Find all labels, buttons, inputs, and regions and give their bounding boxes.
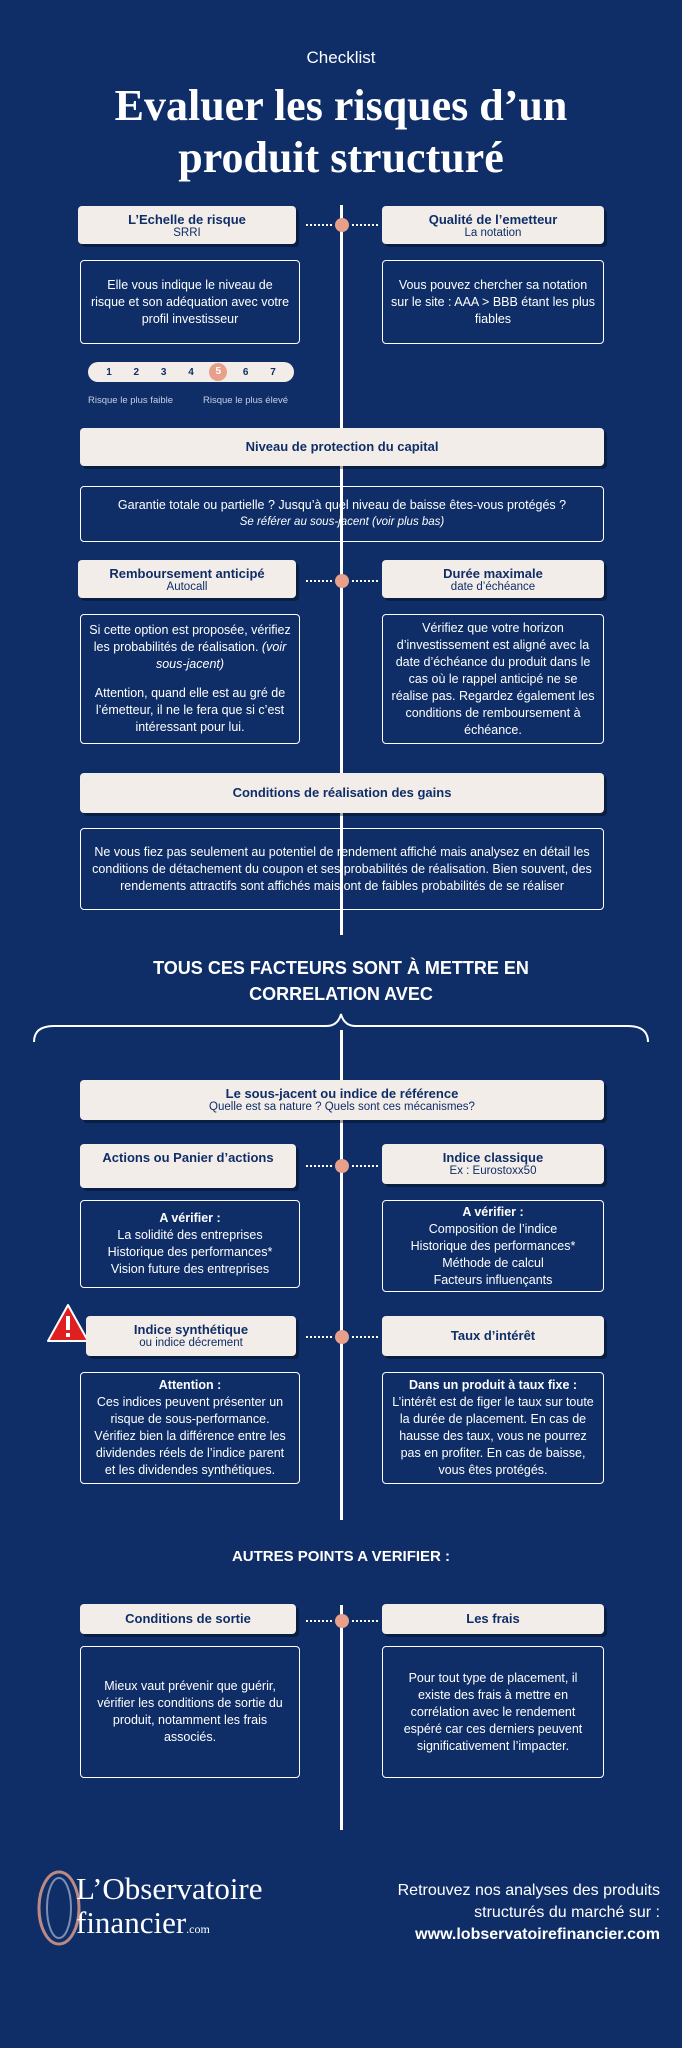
brand-logo [24, 1868, 304, 1948]
title-line-1: Evaluer les risques d’un [114, 81, 568, 130]
rate-description: Dans un produit à taux fixe : L’intérêt est de figer le taux sur toute la durée de placement. En cas de hausse des taux, vous ne pourrez pas en profiter. En cas de baisse, vous êtes protégés. [382, 1372, 604, 1484]
classic-index-header: Indice classique Ex : Eurostoxx50 [382, 1144, 604, 1184]
risk-level: 7 [270, 366, 276, 378]
underlying-header: Le sous-jacent ou indice de référence Quelle est sa nature ? Quels sont ces mécanismes? [80, 1080, 604, 1120]
risk-high-label: Risque le plus élevé [203, 395, 289, 406]
logo-line-2: financier.com [76, 1905, 210, 1940]
title-line-2: produit structuré [178, 133, 504, 182]
duration-description: Vérifiez que votre horizon d’investissement est aligné avec la date d’échéance du produit dans le cas où le rappel anticipé ne se réalise pas. Regardez également les conditions de remboursement à échéance. [382, 614, 604, 744]
issuer-title: Qualité de l’emetteur [428, 212, 558, 227]
actions-checklist: A vérifier : La solidité des entreprises Historique des performances* Vision future des entreprises [80, 1200, 300, 1288]
connector-right [352, 580, 378, 582]
issuer-subtitle: La notation [464, 227, 522, 239]
connector-right [352, 1620, 378, 1622]
list-item: Facteurs influençants [433, 1272, 553, 1287]
risk-level: 6 [242, 366, 249, 378]
eyebrow: Checklist [306, 48, 376, 67]
risk-low-label: Risque le plus faible [88, 395, 174, 406]
risk-level: 2 [133, 366, 140, 378]
risk-level: 1 [106, 366, 112, 378]
connector-left [306, 1336, 332, 1338]
list-item: Méthode de calcul [442, 1255, 544, 1270]
risk-scale-bar [88, 362, 294, 382]
timeline-dot [335, 574, 349, 588]
risk-scale-subtitle: SRRI [173, 227, 201, 239]
exit-conditions-header: Conditions de sortie [80, 1604, 296, 1634]
capital-header: Niveau de protection du capital [80, 428, 604, 466]
list-item: Historique des performances* [107, 1245, 273, 1259]
timeline-dot [335, 1330, 349, 1344]
correlation-title: TOUS CES FACTEURS SONT À METTRE EN CORRELATION AVEC [153, 958, 529, 1004]
issuer-description: Vous pouvez chercher sa notation sur le site : AAA > BBB étant les plus fiables [382, 260, 604, 344]
timeline-dot [335, 1614, 349, 1628]
brace-icon [30, 1012, 652, 1044]
list-item: Vision future des entreprises [110, 1262, 270, 1276]
early-repayment-header: Remboursement anticipé Autocall [78, 560, 296, 598]
gains-description: Ne vous fiez pas seulement au potentiel de rendement affiché mais analysez en détail les conditions de détachement du coupon et ses probabilités de réalisation. Bien souvent, des rendements attractifs sont affichés mais ont de faibles probabilités de se réaliser [80, 828, 604, 910]
risk-level: 4 [188, 366, 194, 378]
fees-header: Les frais [382, 1604, 604, 1634]
fees-description: Pour tout type de placement, il existe des frais à mettre en corrélation avec le rendement espéré car ces derniers peuvent significativement l’impacter. [382, 1646, 604, 1778]
footer-cta: Retrouvez nos analyses des produits structurés du marché sur : www.lobservatoirefinancier.com [320, 1880, 660, 1946]
risk-level: 3 [160, 366, 167, 378]
connector-left [306, 580, 332, 582]
timeline-dot [335, 1159, 349, 1173]
other-points-title: AUTRES POINTS A VERIFIER : [231, 1548, 451, 1565]
early-repayment-description: Si cette option est proposée, vérifiez les probabilités de réalisation. (voir sous-jacent) Attention, quand elle est au gré de l’émetteur, il ne le fera que si c’est intéressant pour lui. [80, 614, 300, 744]
risk-scale-description: Elle vous indique le niveau de risque et son adéquation avec votre profil investisseur [80, 260, 300, 344]
timeline-top [340, 205, 343, 935]
connector-left [306, 1620, 332, 1622]
website-link[interactable]: www.lobservatoirefinancier.com [415, 1926, 660, 1943]
timeline-dot [335, 218, 349, 232]
risk-scale-title: L’Echelle de risque [128, 212, 246, 227]
list-item: Composition de l’indice [428, 1221, 558, 1236]
duration-header: Durée maximale date d’échéance [382, 560, 604, 598]
list-item: La solidité des entreprises [117, 1228, 263, 1242]
list-item: Historique des performances* [410, 1238, 576, 1253]
actions-header: Actions ou Panier d’actions [80, 1144, 296, 1188]
connector-left [306, 1165, 332, 1167]
page-title [0, 80, 682, 184]
gains-header: Conditions de réalisation des gains [80, 773, 604, 813]
warning-icon [46, 1303, 90, 1343]
logo-line-1: L’Observatoire [76, 1871, 263, 1906]
timeline-bottom [340, 1605, 343, 1830]
rate-header: Taux d’intérêt [382, 1316, 604, 1356]
risk-level-selected: 5 [209, 363, 227, 381]
connector-right [352, 1336, 378, 1338]
capital-description: Garantie totale ou partielle ? Jusqu’à quel niveau de baisse êtes-vous protégés ? Se référer au sous-jacent (voir plus bas) [80, 486, 604, 542]
connector-right [352, 1165, 378, 1167]
risk-scale-header [78, 206, 296, 244]
synthetic-index-description: Attention : Ces indices peuvent présenter un risque de sous-performance. Vérifiez bien la différence entre les dividendes réels de l’indice parent et les dividendes synthétiques. [80, 1372, 300, 1484]
connector-right [352, 224, 378, 226]
classic-index-checklist: A vérifier : Composition de l’indice Historique des performances* Méthode de calcul Facteurs influençants [382, 1200, 604, 1292]
exit-conditions-description: Mieux vaut prévenir que guérir, vérifier les conditions de sortie du produit, notamment les frais associés. [80, 1646, 300, 1778]
issuer-header [382, 206, 604, 244]
synthetic-index-header: Indice synthétique ou indice décrement [86, 1316, 296, 1356]
connector-left [306, 224, 332, 226]
